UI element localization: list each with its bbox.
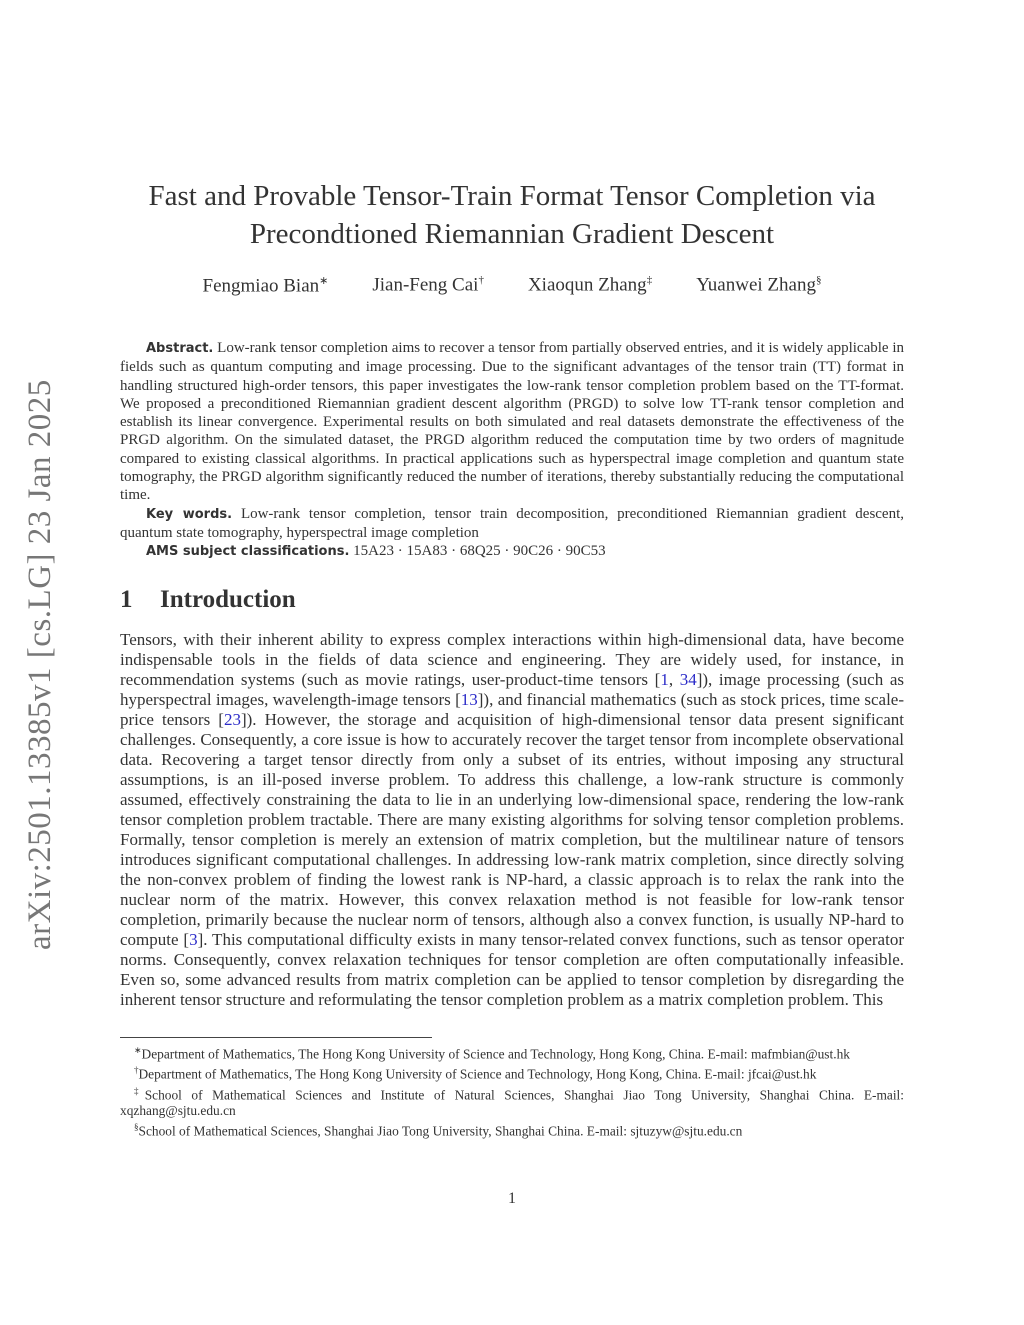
footnote <box>120 1083 904 1119</box>
author-mark: † <box>478 274 484 286</box>
author-1 <box>203 274 329 297</box>
intro-text: Tensors, with their inherent ability to express complex interactions within high-dimensional data, have become indispensable tools in the fields of data science and engineering. They are widely used, for instance, in recommendation systems (such as movie ratings, user-product-time tensors [ <box>120 630 904 689</box>
author-name: Yuanwei Zhang <box>696 274 816 296</box>
author-4 <box>696 274 821 297</box>
footnote-mark: § <box>134 1122 139 1133</box>
author-3 <box>528 274 652 297</box>
arxiv-identifier[interactable]: arXiv:2501.13385v1 [cs.LG] 23 Jan 2025 <box>22 379 58 950</box>
intro-paragraph <box>120 630 904 1010</box>
keywords-text: Low-rank tensor completion, tensor train decomposition, preconditioned Riemannian gradient descent, quantum state tomography, hyperspectral image completion <box>120 505 905 541</box>
keywords-label: Key words. <box>146 506 233 522</box>
ams-classifications <box>120 542 904 561</box>
citation-link[interactable]: 3 <box>189 930 198 949</box>
intro-text: ]). However, the storage and acquisition of high-dimensional tensor data present significant challenges. Consequently, a core issue is how to accurately recover the target tensor from incomplete observational data. Recovering a target tensor directly from only a subset of its entries, without imposing any structural assumptions, is an ill-posed inverse problem. To address this challenge, a low-rank structure is commonly assumed, effectively constraining the data to lie in an underlying low-dimensional space, rendering the low-rank tensor completion problem tractable. There are many existing algorithms for solving tensor completion problems. Formally, tensor completion is merely an extension of matrix completion, but the multilinear nature of tensors introduces significant computational challenges. In addressing low-rank matrix completion, since directly solving the non-convex problem of finding the lowest rank is NP-hard, a classic approach is to relax the rank into the nuclear norm of the matrix. However, this convex relaxation method is not feasible for low-rank tensor completion, primarily because the nuclear norm of tensors, although also a convex function, is usually NP-hard to compute [ <box>120 710 904 949</box>
footnote-mark: † <box>134 1065 139 1076</box>
abstract <box>120 339 904 505</box>
citation-link[interactable]: 34 <box>679 670 697 689</box>
footnote-text: Department of Mathematics, The Hong Kong University of Science and Technology, Hong Kong, China. E-mail: mafmbian@ust.hk <box>141 1046 850 1062</box>
footnote <box>120 1042 904 1062</box>
citation-link[interactable]: 13 <box>460 690 478 709</box>
title-line-2: Precondtioned Riemannian Gradient Descent <box>249 218 775 250</box>
footnote-mark: ‡ <box>134 1085 145 1096</box>
intro-text: ]. This computational difficulty exists in many tensor-related convex functions, such as tensor operator norms. Consequently, convex relaxation techniques for tensor completion are often computationally infeasible. Even so, some advanced results from matrix completion can be applied to tensor completion by disregarding the inherent tensor structure and reformulating the tensor completion problem as a matrix completion problem. This <box>120 930 904 1009</box>
author-mark: ∗ <box>319 275 329 287</box>
intro-text: , <box>668 670 680 689</box>
section-title: Introduction <box>160 586 296 613</box>
section-number: 1 <box>120 586 133 613</box>
footnote-rule <box>120 1037 432 1038</box>
keywords <box>120 505 904 543</box>
footnote-text: School of Mathematical Sciences and Institute of Natural Sciences, Shanghai Jiao Tong University, Shanghai China. E-mail: xqzhang@sjtu.edu.cn <box>120 1087 904 1119</box>
intro-text: ]), and financial mathematics (such as stock prices, time scale-price tensors [ <box>120 690 904 729</box>
author-name: Jian-Feng Cai <box>372 274 479 296</box>
citation-link[interactable]: 23 <box>223 710 241 729</box>
author-mark: § <box>815 274 822 286</box>
abstract-block <box>120 339 904 562</box>
intro-text: ]), image processing (such as hyperspectral images, wavelength-image tensors [ <box>120 670 904 709</box>
title-line-1: Fast and Provable Tensor-Train Format Tensor Completion via <box>148 180 876 212</box>
intro-body <box>120 630 904 1010</box>
author-list <box>120 274 904 297</box>
footnote <box>120 1119 904 1139</box>
ams-text: 15A23 · 15A83 · 68Q25 · 90C26 · 90C53 <box>353 543 606 560</box>
author-name: Xiaoqun Zhang <box>527 274 647 296</box>
footnote-text: Department of Mathematics, The Hong Kong University of Science and Technology, Hong Kong, China. E-mail: jfcai@ust.hk <box>138 1066 817 1082</box>
paper-title <box>120 177 904 253</box>
page-number: 1 <box>508 1190 516 1207</box>
footnote <box>120 1062 904 1082</box>
footnotes <box>120 1042 904 1140</box>
abstract-label: Abstract. <box>146 341 214 356</box>
citation-link[interactable]: 1 <box>660 670 669 689</box>
author-mark: ‡ <box>646 274 653 286</box>
author-name: Fengmiao Bian <box>202 275 320 297</box>
author-2 <box>372 274 484 297</box>
footnote-mark: ∗ <box>134 1045 142 1055</box>
ams-label: AMS subject classifications. <box>146 544 350 560</box>
abstract-text: Low-rank tensor completion aims to recover a tensor from partially observed entries, and it is widely applicable in fields such as quantum computing and image processing. Due to the significant advantages of the tensor train (TT) format in handling structured high-order tensors, this paper investigates the low-rank tensor completion problem based on the TT-format. We proposed a preconditioned Riemannian gradient descent algorithm (PRGD) to solve low TT-rank tensor completion and establish its linear convergence. Experimental results on both simulated and real datasets demonstrate the effectiveness of the PRGD algorithm. On the simulated dataset, the PRGD algorithm reduced the computation time by two orders of magnitude compared to existing classical algorithms. In practical applications such as hyperspectral image completion and quantum state tomography, the PRGD algorithm significantly reduced the number of iterations, thereby substantially reducing the computational time. <box>120 340 904 504</box>
footnote-text: School of Mathematical Sciences, Shanghai Jiao Tong University, Shanghai China. E-mail: sjtuzyw@sjtu.edu.cn <box>138 1123 743 1139</box>
section-heading <box>120 586 296 614</box>
